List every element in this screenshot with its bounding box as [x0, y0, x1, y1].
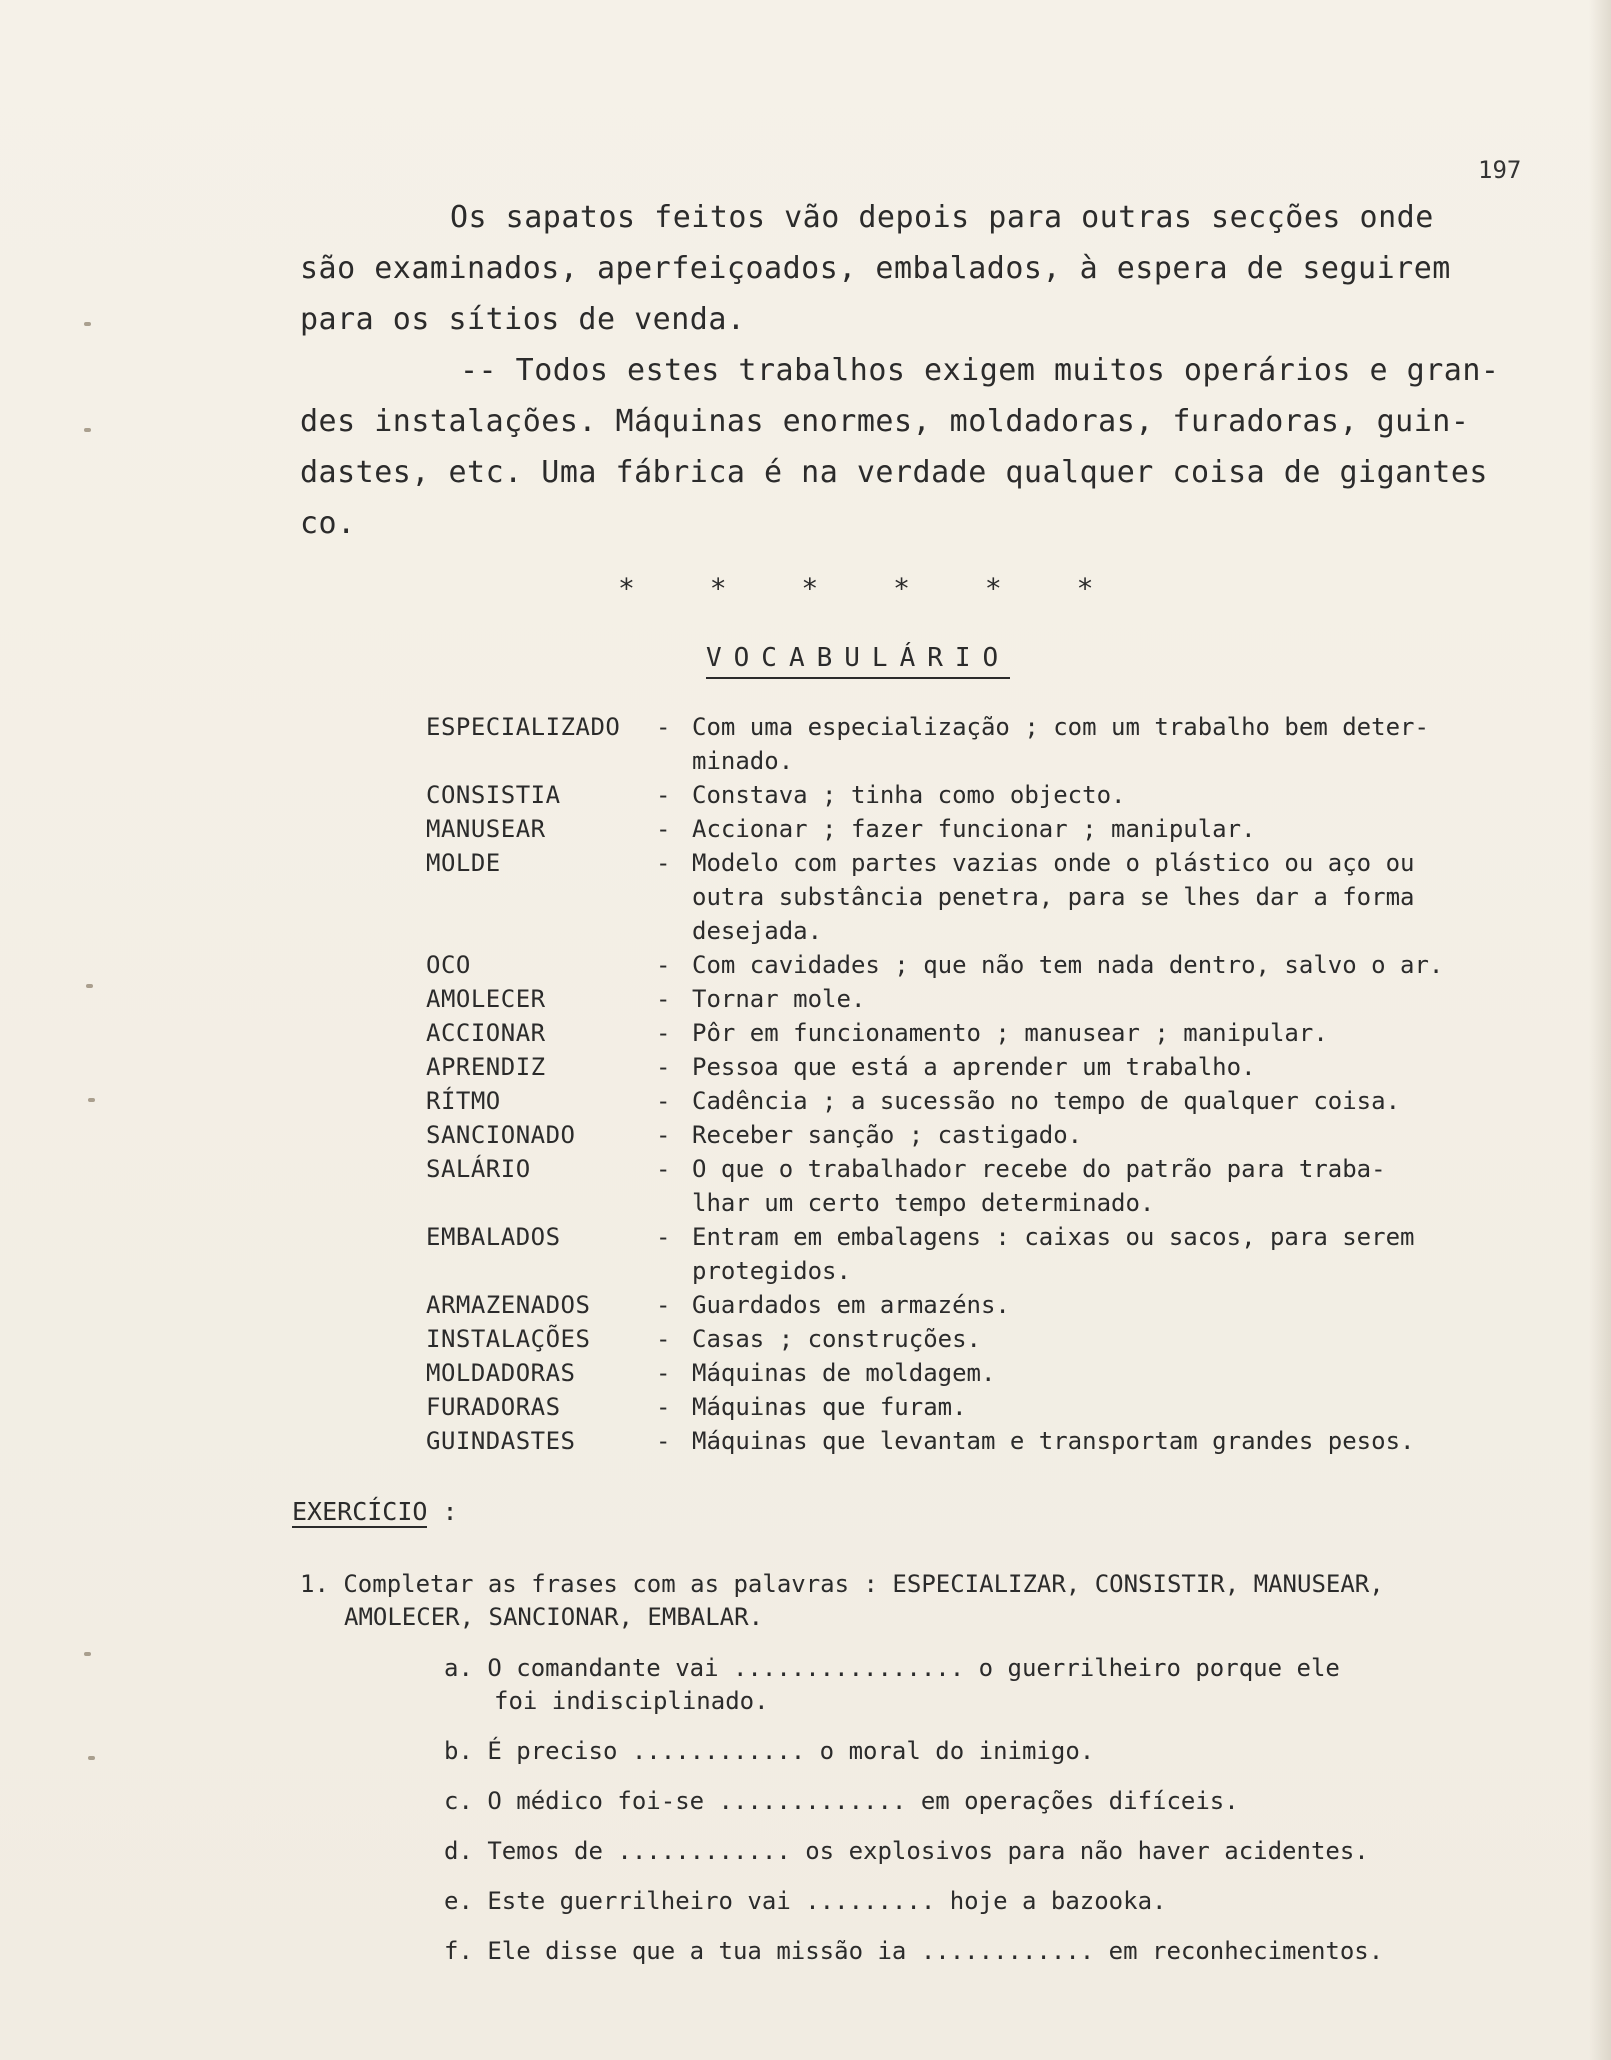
- vocabulary-term: [426, 744, 656, 778]
- vocabulary-entry-continuation: [426, 914, 1576, 948]
- exercise-item-line: e. Este guerrilheiro vai ......... hoje a bazooka.: [444, 1887, 1167, 1915]
- vocabulary-entry: [426, 1220, 1576, 1254]
- intro-line: Os sapatos feitos vão depois para outras secções onde: [450, 200, 1434, 235]
- exercise-item: [444, 1785, 1564, 1818]
- vocabulary-title: VOCABULÁRIO: [706, 643, 1010, 679]
- vocabulary-dash: -: [656, 1325, 671, 1353]
- exercise-title-colon: :: [442, 1497, 458, 1526]
- margin-mark: [88, 1098, 95, 1102]
- vocabulary-entry: [426, 846, 1576, 880]
- vocabulary-definition: Tornar mole.: [692, 985, 866, 1013]
- vocabulary-definition: Pôr em funcionamento ; manusear ; manipular.: [692, 1019, 1328, 1047]
- vocabulary-term: SANCIONADO: [426, 1121, 576, 1149]
- vocabulary-entry: [426, 1288, 1576, 1322]
- vocabulary-term: AMOLECER: [426, 985, 546, 1013]
- page-edge-shadow: [1589, 0, 1611, 2060]
- vocabulary-definition: minado.: [692, 747, 794, 775]
- exercise-item: [444, 1735, 1564, 1768]
- exercise-1-line: 1. Completar as frases com as palavras : ESPECIALIZAR, CONSISTIR, MANUSEAR,: [300, 1570, 1384, 1598]
- vocabulary-list: [426, 710, 1576, 1458]
- vocabulary-dash: [656, 880, 692, 914]
- vocabulary-term: MOLDE: [426, 849, 501, 877]
- vocabulary-term: GUINDASTES: [426, 1427, 576, 1455]
- vocabulary-term: [426, 880, 656, 914]
- vocabulary-dash: [656, 1186, 692, 1220]
- vocabulary-term: OCO: [426, 951, 471, 979]
- vocabulary-entry-continuation: [426, 744, 1576, 778]
- vocabulary-dash: [656, 914, 692, 948]
- vocabulary-dash: -: [656, 1155, 671, 1183]
- vocabulary-definition: Modelo com partes vazias onde o plástico ou aço ou: [692, 849, 1415, 877]
- exercise-item-line: d. Temos de ............ os explosivos para não haver acidentes.: [444, 1837, 1369, 1865]
- vocabulary-definition: desejada.: [692, 917, 823, 945]
- vocabulary-term: EMBALADOS: [426, 1223, 561, 1251]
- vocabulary-dash: -: [656, 781, 671, 809]
- vocabulary-dash: -: [656, 1087, 671, 1115]
- vocabulary-term: ARMAZENADOS: [426, 1291, 591, 1319]
- vocabulary-definition: Cadência ; a sucessão no tempo de qualquer coisa.: [692, 1087, 1401, 1115]
- exercise-title: [292, 1497, 458, 1526]
- vocabulary-dash: -: [656, 1427, 671, 1455]
- vocabulary-entry: [426, 1084, 1576, 1118]
- vocabulary-definition: protegidos.: [692, 1257, 851, 1285]
- exercise-item-line: f. Ele disse que a tua missão ia ............ em reconhecimentos.: [444, 1937, 1384, 1965]
- vocabulary-entry: [426, 1356, 1576, 1390]
- separator-stars: * * * * * *: [618, 572, 1094, 605]
- exercise-item: [444, 1935, 1564, 1968]
- vocabulary-entry: [426, 1390, 1576, 1424]
- vocabulary-term: ESPECIALIZADO: [426, 713, 621, 741]
- vocabulary-definition: Com cavidades ; que não tem nada dentro, salvo o ar.: [692, 951, 1444, 979]
- vocabulary-term: FURADORAS: [426, 1393, 561, 1421]
- exercise-1-line: AMOLECER, SANCIONAR, EMBALAR.: [344, 1603, 764, 1631]
- spacer: [444, 1818, 1564, 1835]
- vocabulary-dash: -: [656, 1393, 671, 1421]
- vocabulary-term: [426, 1254, 656, 1288]
- vocabulary-definition: Máquinas de moldagem.: [692, 1359, 996, 1387]
- vocabulary-dash: -: [656, 1053, 671, 1081]
- vocabulary-term: SALÁRIO: [426, 1155, 531, 1183]
- vocabulary-definition: Com uma especialização ; com um trabalho bem deter-: [692, 713, 1429, 741]
- vocabulary-definition: Máquinas que furam.: [692, 1393, 967, 1421]
- vocabulary-entry: [426, 710, 1576, 744]
- vocabulary-entry: [426, 948, 1576, 982]
- vocabulary-definition: Accionar ; fazer funcionar ; manipular.: [692, 815, 1256, 843]
- vocabulary-dash: -: [656, 815, 671, 843]
- intro-line: des instalações. Máquinas enormes, moldadoras, furadoras, guin-: [300, 404, 1470, 439]
- vocabulary-dash: -: [656, 1019, 671, 1047]
- margin-mark: [84, 322, 91, 326]
- vocabulary-dash: -: [656, 849, 671, 877]
- vocabulary-dash: -: [656, 1291, 671, 1319]
- vocabulary-definition: Entram em embalagens : caixas ou sacos, para serem: [692, 1223, 1415, 1251]
- spacer: [444, 1768, 1564, 1785]
- vocabulary-dash: -: [656, 1223, 671, 1251]
- exercise-item: [444, 1835, 1564, 1868]
- spacer: [444, 1918, 1564, 1935]
- vocabulary-entry: [426, 1152, 1576, 1186]
- vocabulary-dash: [656, 1254, 692, 1288]
- margin-mark: [86, 984, 93, 988]
- vocabulary-term: [426, 1186, 656, 1220]
- vocabulary-term: MANUSEAR: [426, 815, 546, 843]
- vocabulary-entry: [426, 812, 1576, 846]
- exercise-item: [444, 1885, 1564, 1918]
- vocabulary-term: APRENDIZ: [426, 1053, 546, 1081]
- vocabulary-dash: -: [656, 985, 671, 1013]
- margin-mark: [84, 428, 91, 432]
- vocabulary-definition: Receber sanção ; castigado.: [692, 1121, 1083, 1149]
- vocabulary-definition: Pessoa que está a aprender um trabalho.: [692, 1053, 1256, 1081]
- vocabulary-term: CONSISTIA: [426, 781, 561, 809]
- vocabulary-definition: lhar um certo tempo determinado.: [692, 1189, 1155, 1217]
- vocabulary-definition: Constava ; tinha como objecto.: [692, 781, 1126, 809]
- vocabulary-dash: -: [656, 1359, 671, 1387]
- spacer: [444, 1718, 1564, 1735]
- vocabulary-definition: O que o trabalhador recebe do patrão para traba-: [692, 1155, 1386, 1183]
- vocabulary-dash: -: [656, 713, 671, 741]
- vocabulary-term: [426, 914, 656, 948]
- margin-mark: [88, 1756, 95, 1760]
- vocabulary-entry: [426, 982, 1576, 1016]
- vocabulary-term: INSTALAÇÕES: [426, 1325, 591, 1353]
- vocabulary-definition: Casas ; construções.: [692, 1325, 981, 1353]
- intro-line: -- Todos estes trabalhos exigem muitos operários e gran-: [460, 353, 1500, 388]
- vocabulary-entry: [426, 1322, 1576, 1356]
- exercise-item-line: foi indisciplinado.: [494, 1687, 769, 1715]
- intro-line: para os sítios de venda.: [300, 302, 746, 337]
- vocabulary-entry: [426, 1016, 1576, 1050]
- vocabulary-dash: -: [656, 1121, 671, 1149]
- vocabulary-entry: [426, 1118, 1576, 1152]
- exercise-item-line: c. O médico foi-se ............. em operações difíceis.: [444, 1787, 1239, 1815]
- intro-text: [300, 192, 1560, 549]
- vocabulary-entry: [426, 1050, 1576, 1084]
- vocabulary-entry: [426, 778, 1576, 812]
- vocabulary-entry-continuation: [426, 1254, 1576, 1288]
- intro-line: co.: [300, 506, 356, 541]
- vocabulary-term: RÍTMO: [426, 1087, 501, 1115]
- vocabulary-term: ACCIONAR: [426, 1019, 546, 1047]
- intro-line: dastes, etc. Uma fábrica é na verdade qualquer coisa de gigantes: [300, 455, 1488, 490]
- exercise-items: [444, 1652, 1564, 1968]
- vocabulary-definition: Guardados em armazéns.: [692, 1291, 1010, 1319]
- vocabulary-entry-continuation: [426, 880, 1576, 914]
- exercise-item-line: a. O comandante vai ................ o guerrilheiro porque ele: [444, 1654, 1340, 1682]
- margin-mark: [84, 1652, 91, 1656]
- vocabulary-entry: [426, 1424, 1576, 1458]
- vocabulary-definition: Máquinas que levantam e transportam grandes pesos.: [692, 1427, 1415, 1455]
- exercise-item: [444, 1652, 1564, 1718]
- intro-line: são examinados, aperfeiçoados, embalados, à espera de seguirem: [300, 251, 1451, 286]
- vocabulary-dash: [656, 744, 692, 778]
- vocabulary-term: MOLDADORAS: [426, 1359, 576, 1387]
- spacer: [444, 1868, 1564, 1885]
- exercise-item-line: b. É preciso ............ o moral do inimigo.: [444, 1737, 1095, 1765]
- exercise-title-text: EXERCÍCIO: [292, 1497, 428, 1526]
- vocabulary-entry-continuation: [426, 1186, 1576, 1220]
- exercise-1-instructions: [300, 1568, 1560, 1634]
- vocabulary-dash: -: [656, 951, 671, 979]
- page-number: 197: [1478, 156, 1522, 184]
- vocabulary-definition: outra substância penetra, para se lhes dar a forma: [692, 883, 1415, 911]
